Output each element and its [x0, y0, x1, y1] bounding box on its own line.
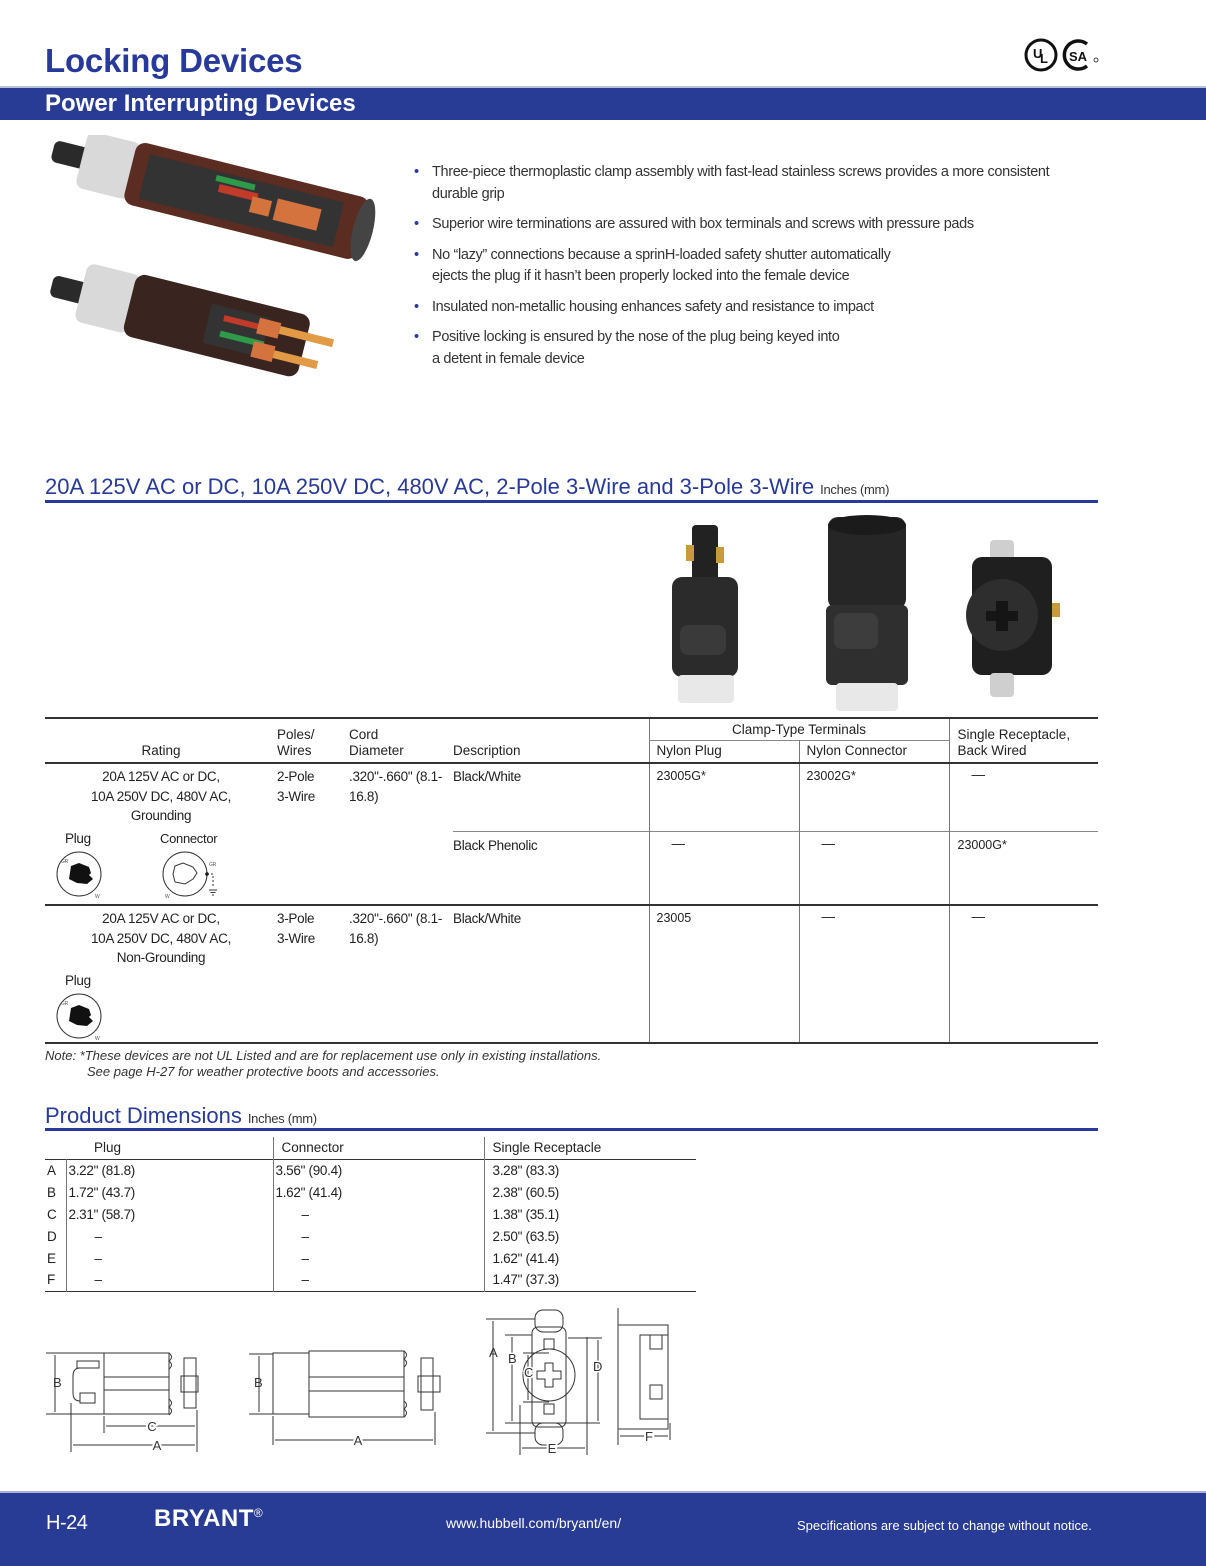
catalog-number[interactable]: 23005 [649, 905, 799, 1043]
svg-text:A: A [353, 1433, 363, 1448]
svg-text:L: L [1040, 51, 1048, 66]
section-divider [45, 1128, 1098, 1131]
rating-cell: 20A 125V AC or DC, 10A 250V DC, 480V AC, Non-Grounding Plug GR W [45, 905, 277, 1043]
svg-text:B: B [254, 1375, 263, 1390]
svg-text:B: B [53, 1375, 62, 1390]
feature-item: • Three-piece thermoplastic clamp assembly with fast-lead stainless screws provides a more consistent durable grip [414, 162, 1074, 205]
col-rating: Rating [141, 743, 181, 758]
section-divider [45, 500, 1098, 503]
catalog-number[interactable]: 23002G* [799, 763, 949, 831]
certification-logos [1024, 38, 1100, 72]
receptacle-photo [966, 540, 1060, 697]
poles-cell: 2-Pole 3-Wire [277, 769, 315, 804]
dimensions-section-title: Product Dimensions Inches (mm) [45, 1103, 317, 1128]
feature-list [414, 162, 1074, 379]
svg-text:A: A [152, 1438, 162, 1453]
svg-text:GR: GR [209, 862, 216, 868]
svg-text:C: C [147, 1419, 157, 1434]
catalog-number: — [949, 905, 1098, 1043]
svg-text:B: B [508, 1351, 517, 1366]
table-row [45, 905, 1098, 1043]
spec-units: Inches (mm) [820, 482, 890, 497]
dim-col-connector: Connector [273, 1137, 484, 1159]
csa-logo-icon [1060, 38, 1100, 72]
receptacle-dimension-drawing [480, 1305, 680, 1455]
svg-text:U: U [1033, 46, 1043, 61]
feature-item: • Superior wire terminations are assured with box terminals and screws with pressure pads [414, 214, 1074, 236]
svg-text:GR: GR [61, 859, 68, 865]
dim-row: C 2.31" (58.7) – 1.38" (35.1) [45, 1203, 696, 1225]
footnote: Note: *These devices are not UL Listed and are for replacement use only in existing installations. See page H-27 for weather protective boots and accessories. [45, 1048, 602, 1079]
plug-photo [672, 525, 738, 703]
catalog-number: — [649, 831, 799, 905]
svg-text:W: W [165, 894, 170, 900]
catalog-number: — [799, 905, 949, 1043]
website-link[interactable]: www.hubbell.com/bryant/en/ [446, 1515, 622, 1531]
catalog-number[interactable]: 23000G* [949, 831, 1098, 905]
svg-text:D: D [593, 1359, 603, 1374]
col-nylon-connector: Nylon Connector [799, 741, 949, 764]
product-photos [660, 515, 1100, 715]
description-cell: Black Phenolic [453, 831, 649, 905]
svg-text:A: A [489, 1345, 498, 1360]
col-poles-wires: Poles/ Wires [277, 727, 315, 758]
feature-item: • Positive locking is ensured by the nose of the plug being keyed into a detent in female device [414, 327, 844, 370]
brand-logo: BRYANT® [154, 1505, 264, 1532]
svg-text:SA: SA [1069, 49, 1088, 64]
spec-table [45, 717, 1098, 1044]
cutaway-device-image [42, 135, 387, 425]
spec-section-title [45, 474, 889, 500]
col-description: Description [453, 743, 521, 758]
feature-item: • Insulated non-metallic housing enhances safety and resistance to impact [414, 297, 1074, 319]
dimensions-table [45, 1137, 696, 1292]
plug-wiring-diagram-icon [55, 992, 107, 1042]
svg-text:W: W [95, 1036, 100, 1042]
dim-col-plug: Plug [94, 1140, 122, 1156]
dim-row: E – – 1.62" (41.4) [45, 1247, 696, 1269]
svg-text:GR: GR [61, 1001, 68, 1007]
description-cell: Black/White [453, 911, 521, 926]
catalog-number: — [799, 831, 949, 905]
cord-cell: .320"-.660" (8.1- 16.8) [349, 911, 443, 946]
svg-text:F: F [645, 1429, 653, 1444]
connector-photo [826, 515, 908, 711]
cord-cell: .320"-.660" (8.1- 16.8) [349, 769, 443, 804]
spec-title: 20A 125V AC or DC, 10A 250V DC, 480V AC, 2-Pole 3-Wire and 3-Pole 3-Wire [45, 474, 815, 499]
plug-wiring-diagram-icon [55, 850, 107, 900]
description-cell: Black/White [453, 769, 521, 784]
dim-row: A 3.22" (81.8) 3.56" (90.4) 3.28" (83.3) [45, 1159, 696, 1181]
svg-text:C: C [524, 1365, 534, 1380]
dim-row: D – – 2.50" (63.5) [45, 1225, 696, 1247]
col-group-clamp: Clamp-Type Terminals [649, 718, 949, 741]
col-single-receptacle: Single Receptacle, Back Wired [949, 718, 1098, 763]
ul-logo-icon [1024, 38, 1058, 72]
dim-col-receptacle: Single Receptacle [484, 1137, 696, 1159]
connector-wiring-diagram-icon [157, 850, 237, 900]
page-subtitle: Power Interrupting Devices [45, 90, 356, 117]
plug-dimension-drawing [40, 1340, 200, 1455]
page-title: Locking Devices [45, 42, 303, 79]
col-cord-diameter: Cord Diameter [349, 727, 404, 758]
connector-dimension-drawing [245, 1340, 445, 1455]
svg-text:W: W [95, 894, 100, 900]
rating-cell: 20A 125V AC or DC, 10A 250V DC, 480V AC, Grounding Plug Connector GR W GR W [45, 763, 277, 905]
dim-row: B 1.72" (43.7) 1.62" (41.4) 2.38" (60.5) [45, 1181, 696, 1203]
table-row [45, 763, 1098, 831]
svg-text:E: E [547, 1441, 557, 1455]
dim-row: F – – 1.47" (37.3) [45, 1269, 696, 1291]
col-nylon-plug: Nylon Plug [649, 741, 799, 764]
poles-cell: 3-Pole 3-Wire [277, 911, 315, 946]
disclaimer: Specifications are subject to change without notice. [797, 1518, 1092, 1533]
page-number: H-24 [46, 1512, 88, 1534]
feature-item: • No “lazy” connections because a sprinH-loaded safety shutter automatically ejects the plug if it hasn’t been properly locked into the female device [414, 245, 894, 288]
catalog-number: — [949, 763, 1098, 831]
catalog-number[interactable]: 23005G* [649, 763, 799, 831]
